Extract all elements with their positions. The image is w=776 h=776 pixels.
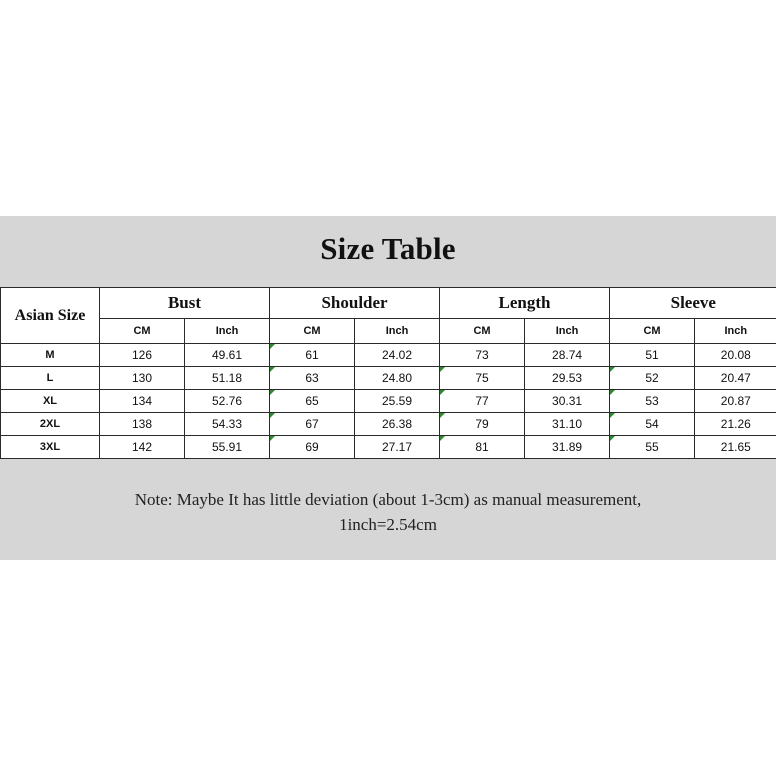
shoulder-inch-cell: 24.80	[355, 367, 440, 390]
table-row	[1, 367, 776, 390]
bust-cm-cell: 126	[100, 344, 185, 367]
note-line-1: Note: Maybe It has little deviation (about 1-3cm) as manual measurement,	[134, 490, 642, 509]
unit-inch-header: Inch	[525, 318, 610, 343]
table-row	[1, 344, 776, 367]
length-inch-cell: 28.74	[525, 344, 610, 367]
sleeve-cm-cell: 54	[610, 413, 695, 436]
table-row	[1, 413, 776, 436]
note-line-2: 1inch=2.54cm	[339, 515, 437, 534]
length-inch-cell: 31.10	[525, 413, 610, 436]
table-title: Size Table	[320, 231, 456, 266]
shoulder-header: Shoulder	[270, 288, 440, 319]
shoulder-inch-cell: 25.59	[355, 390, 440, 413]
length-inch-cell: 31.89	[525, 436, 610, 459]
asian-size-header: Asian Size	[1, 288, 100, 344]
length-cm-cell: 81	[440, 436, 525, 459]
sleeve-cm-cell: 53	[610, 390, 695, 413]
unit-cm-header: CM	[270, 318, 355, 343]
bust-inch-cell: 49.61	[185, 344, 270, 367]
size-label: 2XL	[1, 413, 100, 436]
sleeve-inch-cell: 20.47	[695, 367, 776, 390]
sleeve-inch-cell: 20.08	[695, 344, 776, 367]
length-cm-cell: 77	[440, 390, 525, 413]
shoulder-cm-cell: 69	[270, 436, 355, 459]
unit-header-row	[1, 318, 776, 343]
sleeve-inch-cell: 21.26	[695, 413, 776, 436]
bust-cm-cell: 138	[100, 413, 185, 436]
shoulder-inch-cell: 27.17	[355, 436, 440, 459]
size-label: 3XL	[1, 436, 100, 459]
sleeve-cm-cell: 52	[610, 367, 695, 390]
sleeve-inch-cell: 20.87	[695, 390, 776, 413]
unit-cm-header: CM	[440, 318, 525, 343]
bust-inch-cell: 54.33	[185, 413, 270, 436]
sleeve-inch-cell: 21.65	[695, 436, 776, 459]
shoulder-inch-cell: 26.38	[355, 413, 440, 436]
size-label: M	[1, 344, 100, 367]
table-row	[1, 390, 776, 413]
bust-inch-cell: 51.18	[185, 367, 270, 390]
length-cm-cell: 79	[440, 413, 525, 436]
shoulder-cm-cell: 65	[270, 390, 355, 413]
unit-inch-header: Inch	[695, 318, 776, 343]
shoulder-cm-cell: 67	[270, 413, 355, 436]
sleeve-header: Sleeve	[610, 288, 776, 319]
group-header-row	[1, 288, 776, 319]
bust-cm-cell: 134	[100, 390, 185, 413]
shoulder-cm-cell: 63	[270, 367, 355, 390]
shoulder-inch-cell: 24.02	[355, 344, 440, 367]
unit-cm-header: CM	[100, 318, 185, 343]
table-row	[1, 436, 776, 459]
size-label: L	[1, 367, 100, 390]
measurement-note	[0, 487, 776, 537]
shoulder-cm-cell: 61	[270, 344, 355, 367]
bust-cm-cell: 130	[100, 367, 185, 390]
unit-inch-header: Inch	[355, 318, 440, 343]
sleeve-cm-cell: 55	[610, 436, 695, 459]
length-header: Length	[440, 288, 610, 319]
size-label: XL	[1, 390, 100, 413]
unit-inch-header: Inch	[185, 318, 270, 343]
length-inch-cell: 30.31	[525, 390, 610, 413]
sleeve-cm-cell: 51	[610, 344, 695, 367]
length-cm-cell: 75	[440, 367, 525, 390]
bust-header: Bust	[100, 288, 270, 319]
unit-cm-header: CM	[610, 318, 695, 343]
bust-inch-cell: 52.76	[185, 390, 270, 413]
bust-inch-cell: 55.91	[185, 436, 270, 459]
length-inch-cell: 29.53	[525, 367, 610, 390]
size-table	[0, 287, 776, 459]
length-cm-cell: 73	[440, 344, 525, 367]
bust-cm-cell: 142	[100, 436, 185, 459]
